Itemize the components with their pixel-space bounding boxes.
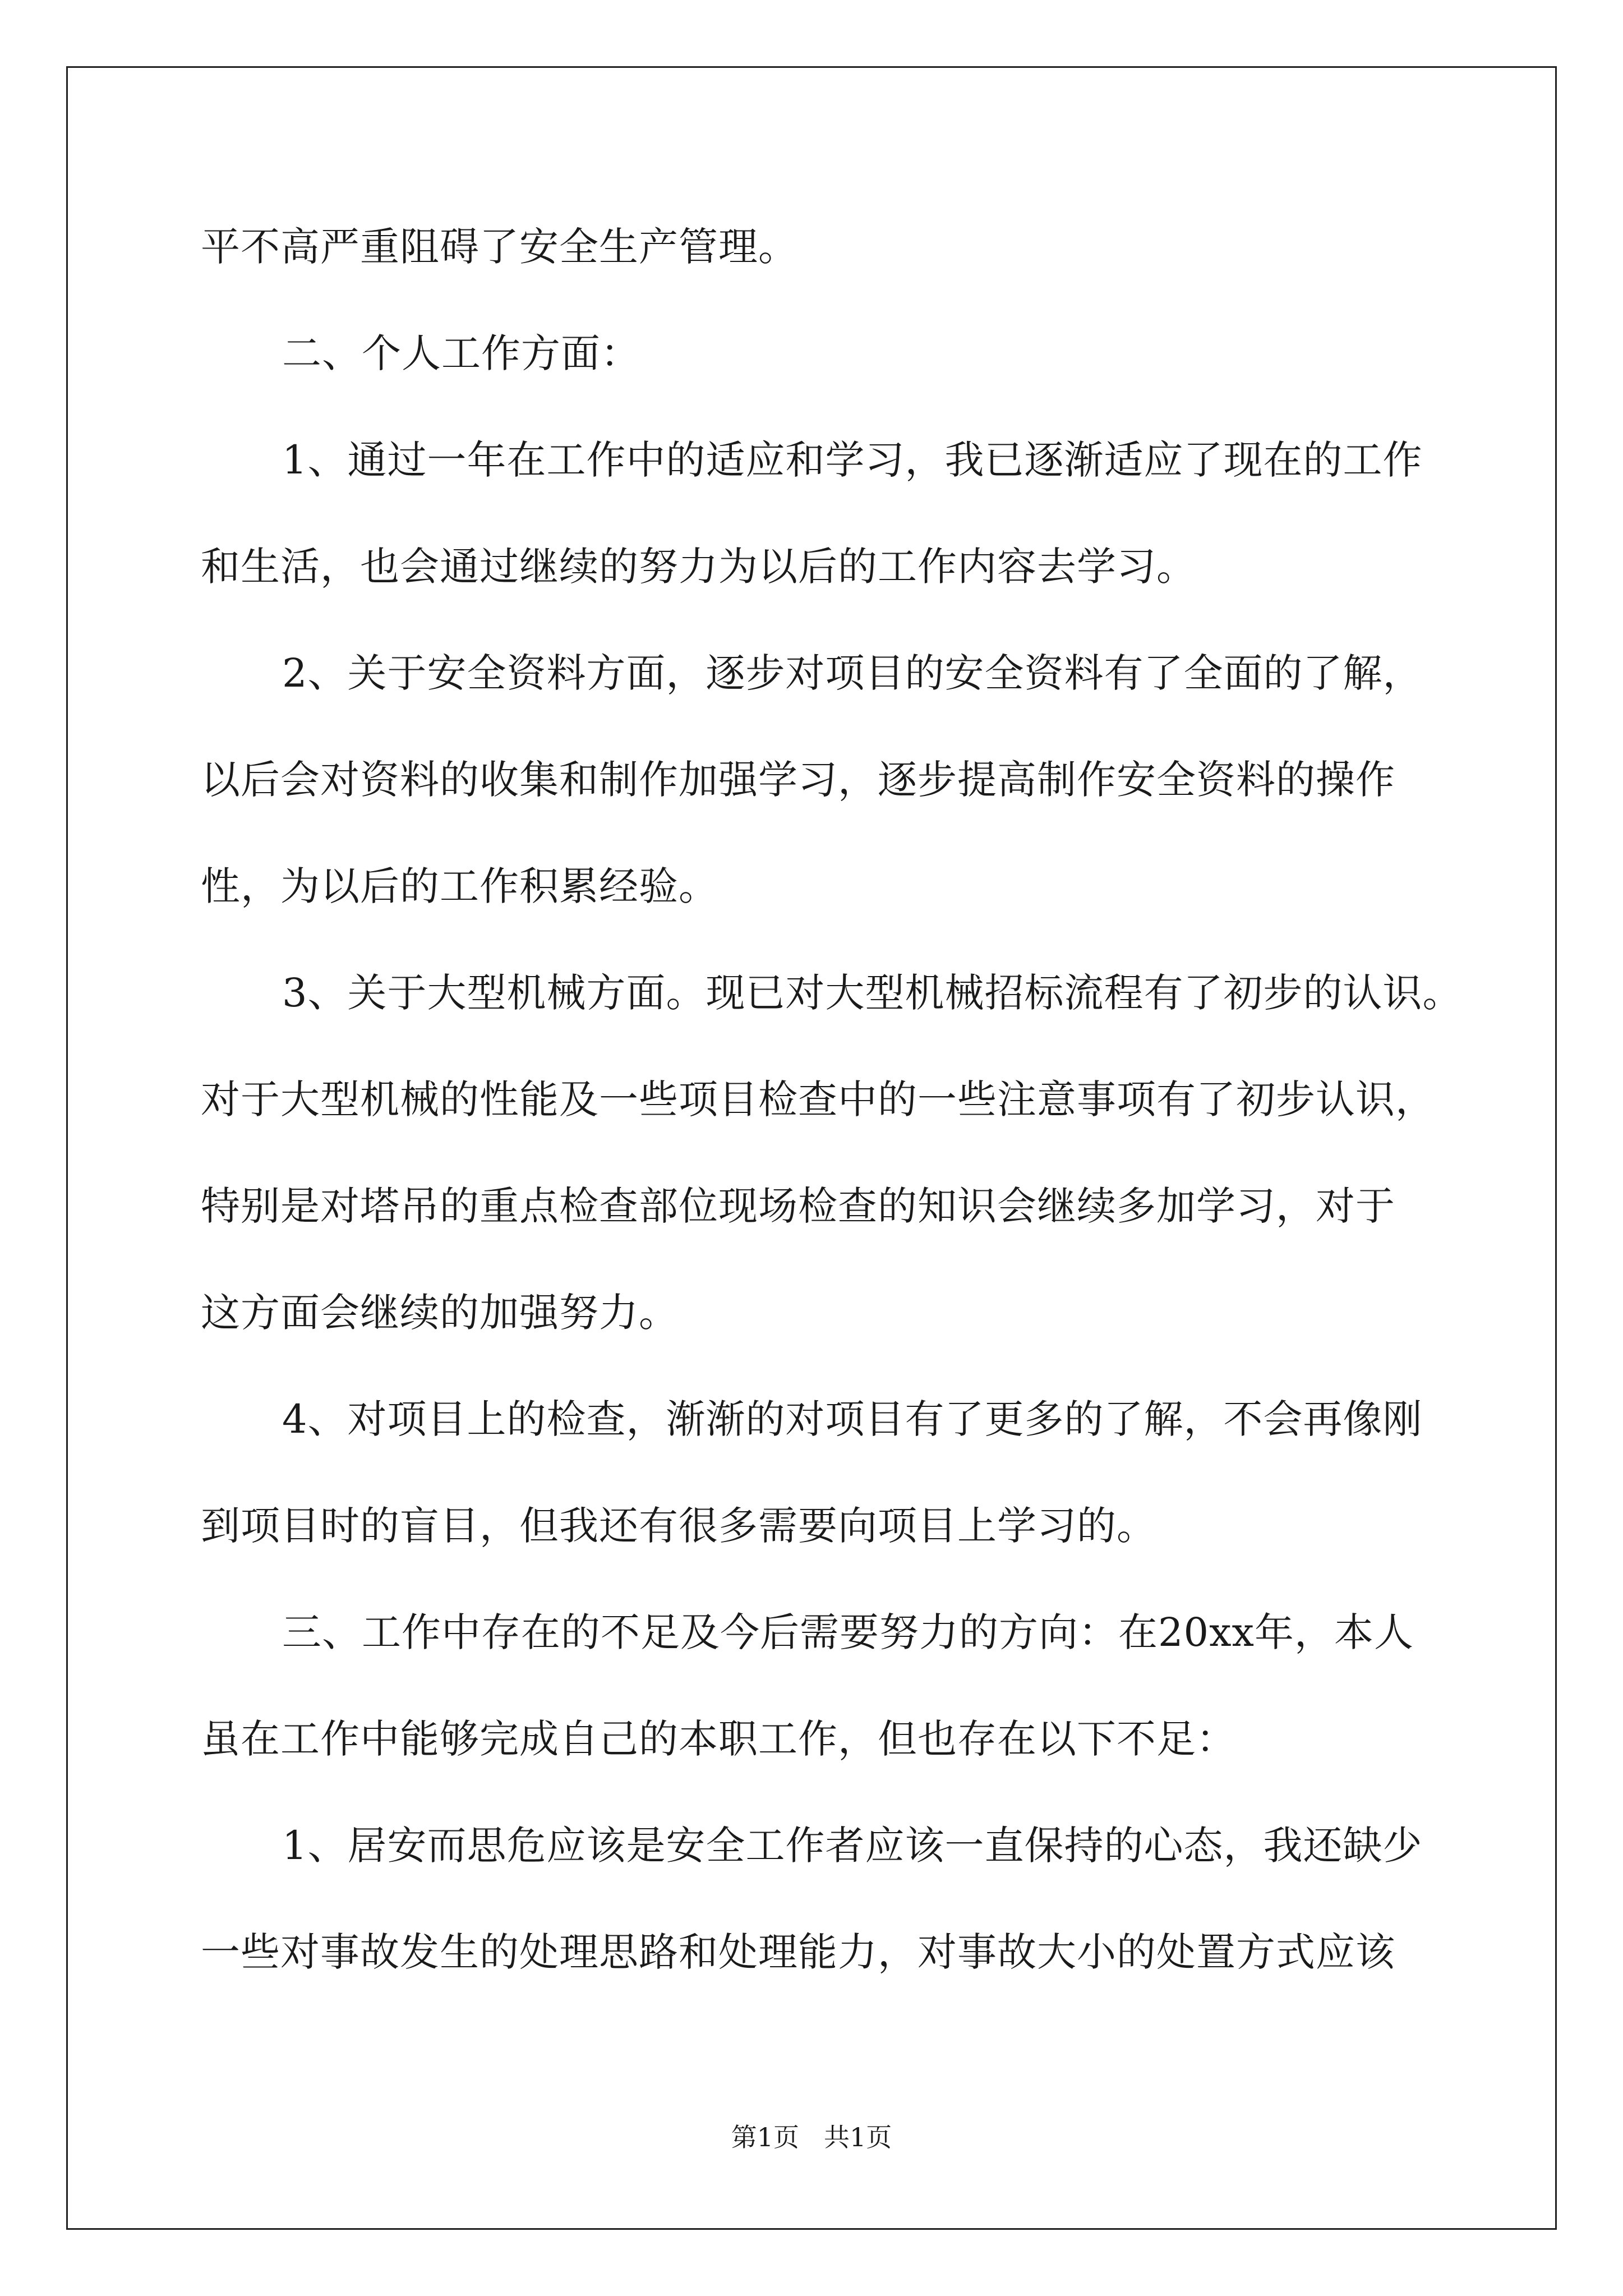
section-heading: 二、个人工作方面： bbox=[282, 330, 640, 376]
text-line: 1、通过一年在工作中的适应和学习，我已逐渐适应了现在的工作 bbox=[282, 437, 1423, 483]
text-line: 特别是对塔吊的重点检查部位现场检查的知识会继续多加学习，对于 bbox=[201, 1183, 1395, 1229]
text-line: 一些对事故发生的处理思路和处理能力，对事故大小的处置方式应该 bbox=[201, 1929, 1395, 1975]
page-footer bbox=[0, 2120, 1623, 2154]
text-line: 2、关于安全资料方面，逐步对项目的安全资料有了全面的了解， bbox=[282, 650, 1423, 696]
text-line: 性，为以后的工作积累经验。 bbox=[201, 863, 718, 909]
text-line: 以后会对资料的收集和制作加强学习，逐步提高制作安全资料的操作 bbox=[201, 757, 1395, 803]
text-line: 平不高严重阻碍了安全生产管理。 bbox=[201, 224, 798, 270]
page-number: 第1页 bbox=[731, 2122, 800, 2152]
text-line: 1、居安而思危应该是安全工作者应该一直保持的心态，我还缺少 bbox=[282, 1823, 1423, 1869]
text-line: 这方面会继续的加强努力。 bbox=[201, 1290, 679, 1336]
text-line: 对于大型机械的性能及一些项目检查中的一些注意事项有了初步认识， bbox=[201, 1076, 1435, 1122]
text-line: 3、关于大型机械方面。现已对大型机械招标流程有了初步的认识。 bbox=[282, 970, 1463, 1016]
text-line: 虽在工作中能够完成自己的本职工作，但也存在以下不足： bbox=[201, 1716, 1236, 1762]
page-border bbox=[66, 66, 1557, 2230]
text-line: 和生活，也会通过继续的努力为以后的工作内容去学习。 bbox=[201, 544, 1196, 590]
page-total: 共1页 bbox=[823, 2122, 892, 2152]
text-line: 到项目时的盲目，但我还有很多需要向项目上学习的。 bbox=[201, 1503, 1156, 1549]
text-line: 4、对项目上的检查，渐渐的对项目有了更多的了解，不会再像刚 bbox=[282, 1396, 1423, 1442]
section-heading: 三、工作中存在的不足及今后需要努力的方向：在20xx年，本人 bbox=[282, 1609, 1414, 1655]
